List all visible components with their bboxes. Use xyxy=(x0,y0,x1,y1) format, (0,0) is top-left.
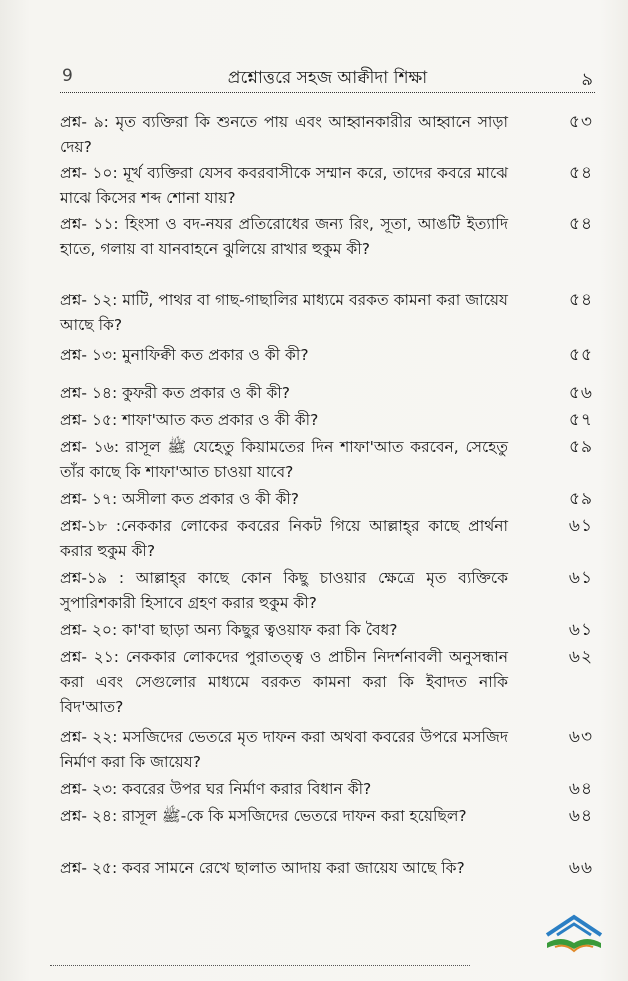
toc-page-number: ৬২ xyxy=(568,647,593,667)
toc-entry[interactable] xyxy=(60,161,595,212)
toc-page-number: ৫৬ xyxy=(568,383,593,403)
toc-entry[interactable] xyxy=(60,110,595,161)
toc-page-number: ৬৪ xyxy=(568,806,593,826)
toc-question: প্রশ্ন- ২১: নেককার লোকদের পুরাতত্ত্ব ও প্রাচীন নিদর্শনাবলী অনুসন্ধান করা এবং সেগুলোর মাধ্যমে বরকত কামনা করা কি ইবাদত নাকি বিদ'আত? xyxy=(60,648,508,716)
toc-question: প্রশ্ন- ১০: মূর্খ ব্যক্তিরা যেসব কবরবাসীকে সম্মান করে, তাদের কবরে মাঝে মাঝে কিসের শব্দ শোনা যায়? xyxy=(60,164,508,207)
toc-page-number: ৫৭ xyxy=(568,410,593,430)
toc-question: প্রশ্ন- ২০: কা'বা ছাড়া অন্য কিছুর ত্বওয়াফ করা কি বৈধ? xyxy=(60,621,398,639)
header-left-mark: 9 xyxy=(62,66,73,86)
toc-question: প্রশ্ন- ২৫: কবর সামনে রেখে ছালাত আদায় করা জায়েয আছে কি? xyxy=(60,859,465,877)
toc-question: প্রশ্ন- ১৬: রাসূল ﷺ যেহেতু কিয়ামতের দিন শাফা'আত করবেন, সেহেতু তাঁর কাছে কি শাফা'আত চাওয়া যাবে? xyxy=(60,438,508,481)
page-header xyxy=(60,62,595,93)
publisher-logo-icon xyxy=(543,913,605,955)
toc-question: প্রশ্ন-১৯ : আল্লাহ্‌র কাছে কোন কিছু চাওয়ার ক্ষেত্রে মৃত ব্যক্তিকে সুপারিশকারী হিসাবে গ্রহণ করার হুকুম কী? xyxy=(60,569,508,612)
toc-page-number: ৬১ xyxy=(568,568,593,588)
toc-page-number: ৬৬ xyxy=(568,858,593,878)
toc-page-number: ৫৪ xyxy=(568,290,593,310)
toc-entry[interactable] xyxy=(60,725,595,777)
toc-question: প্রশ্ন- ১৫: শাফা'আত কত প্রকার ও কী কী? xyxy=(60,411,319,429)
page-number: ৯ xyxy=(581,69,593,90)
toc-question: প্রশ্ন- ৯: মৃত ব্যক্তিরা কি শুনতে পায় এবং আহ্বানকারীর আহ্বানে সাড়া দেয়? xyxy=(60,113,508,156)
toc-page-number: ৫৯ xyxy=(568,437,593,457)
footer-divider xyxy=(50,965,470,966)
toc-entry[interactable] xyxy=(60,381,595,408)
toc-question: প্রশ্ন- ২২: মসজিদের ভেতরে মৃত দাফন করা অথবা কবরের উপরে মসজিদ নির্মাণ করা কি জায়েয? xyxy=(60,728,508,771)
toc-entry[interactable] xyxy=(60,514,595,566)
toc-page-number: ৬৩ xyxy=(568,727,593,747)
table-of-contents xyxy=(60,110,595,908)
toc-entry[interactable] xyxy=(60,566,595,618)
toc-entry[interactable] xyxy=(60,408,595,435)
toc-entry[interactable] xyxy=(60,645,595,725)
toc-entry[interactable] xyxy=(60,618,595,645)
toc-question: প্রশ্ন- ২৪: রাসূল ﷺ-কে কি মসজিদের ভেতরে দাফন করা হয়েছিল? xyxy=(60,807,467,825)
toc-page-number: ৫৩ xyxy=(568,112,593,132)
toc-entry[interactable] xyxy=(60,856,595,908)
toc-page-number: ৫৫ xyxy=(568,345,593,365)
toc-page-number: ৬৪ xyxy=(568,779,593,799)
toc-page-number: ৫৯ xyxy=(568,489,593,509)
toc-page-number: ৫৪ xyxy=(568,163,593,183)
toc-entry[interactable] xyxy=(60,487,595,514)
toc-entry[interactable] xyxy=(60,777,595,804)
toc-question: প্রশ্ন-১৮ :নেককার লোকের কবরের নিকট গিয়ে আল্লাহ্‌র কাছে প্রার্থনা করার হুকুম কী? xyxy=(60,517,508,560)
toc-entry[interactable] xyxy=(60,212,595,288)
toc-entry[interactable] xyxy=(60,435,595,487)
toc-entry[interactable] xyxy=(60,288,595,343)
toc-question: প্রশ্ন- ১৭: অসীলা কত প্রকার ও কী কী? xyxy=(60,490,300,508)
toc-page-number: ৫৪ xyxy=(568,214,593,234)
toc-page-number: ৬১ xyxy=(568,620,593,640)
toc-question: প্রশ্ন- ১২: মাটি, পাথর বা গাছ-গাছালির মাধ্যমে বরকত কামনা করা জায়েয আছে কি? xyxy=(60,291,508,334)
toc-question: প্রশ্ন- ২৩: কবরের উপর ঘর নির্মাণ করার বিধান কী? xyxy=(60,780,372,798)
toc-entry[interactable] xyxy=(60,343,595,381)
page-title: প্রশ্নোত্তরে সহজ আক্বীদা শিক্ষা xyxy=(227,68,428,88)
toc-page-number: ৬১ xyxy=(568,516,593,536)
toc-entry[interactable] xyxy=(60,804,595,856)
toc-question: প্রশ্ন- ১১: হিংসা ও বদ-নযর প্রতিরোধের জন্য রিং, সূতা, আঙটি ইত্যাদি হাতে, গলায় বা যানবাহনে ঝুলিয়ে রাখার হুকুম কী? xyxy=(60,215,508,258)
toc-question: প্রশ্ন- ১৪: কুফরী কত প্রকার ও কী কী? xyxy=(60,384,290,402)
toc-question: প্রশ্ন- ১৩: মুনাফিক্বী কত প্রকার ও কী কী? xyxy=(60,346,309,364)
